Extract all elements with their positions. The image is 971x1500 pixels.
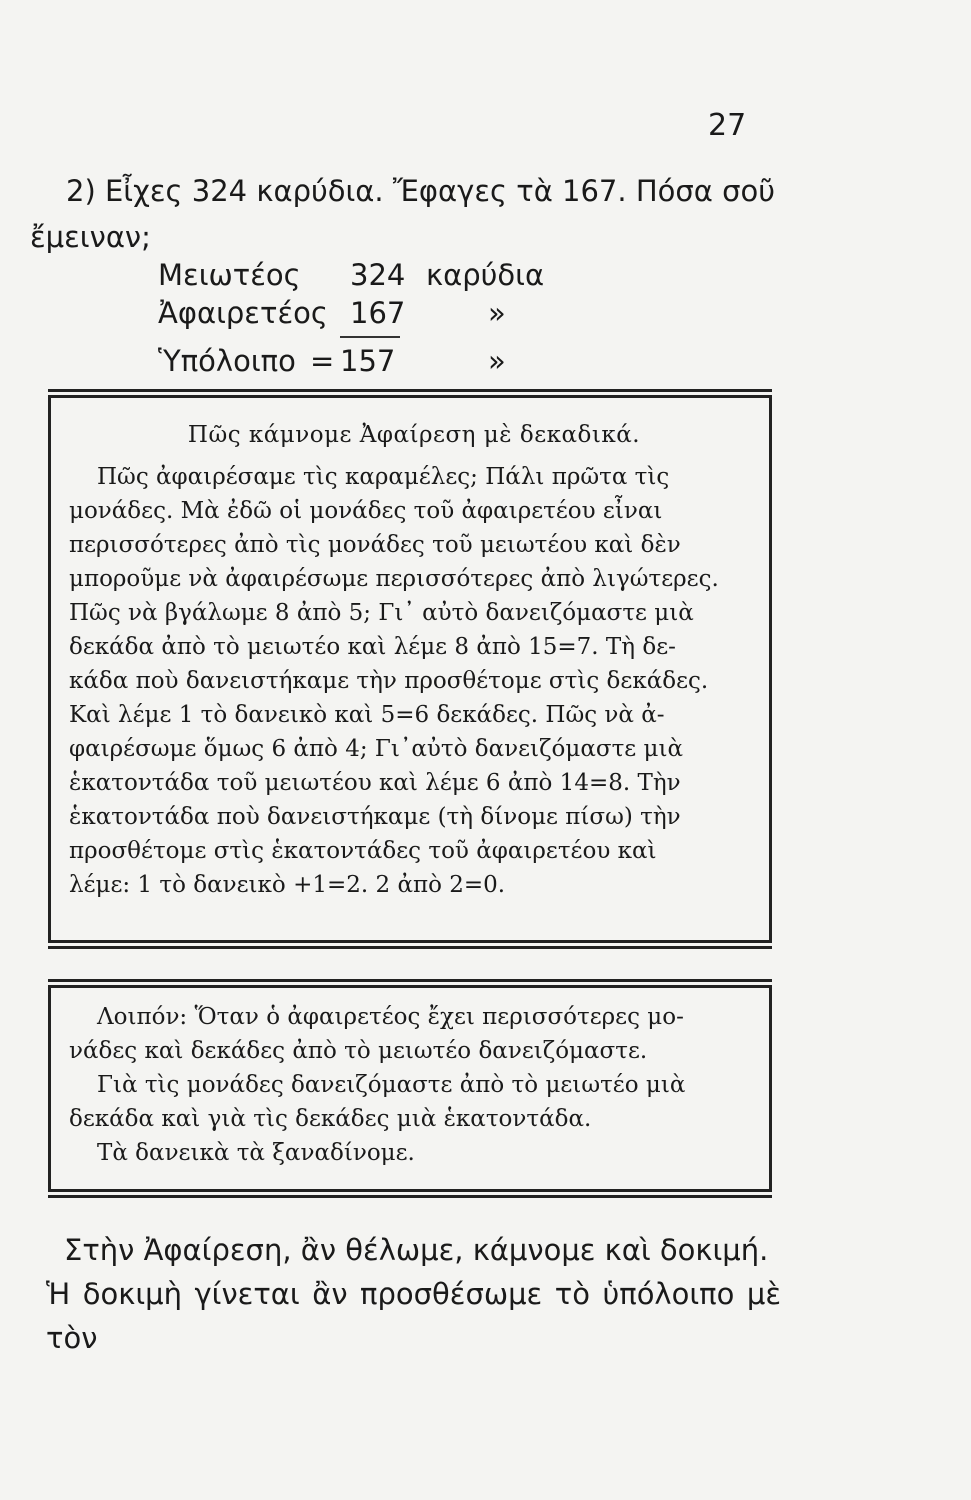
explanation-line: ἑκατοντάδα τοῦ μειωτέου καὶ λέμε 6 ἀπὸ 14=8. Τὴν: [69, 770, 681, 796]
explanation-line: προσθέτομε στὶς ἑκατοντάδες τοῦ ἀφαιρετέου καὶ: [69, 838, 657, 864]
footer-text: [46, 1228, 781, 1360]
explanation-line: λέμε: 1 τὸ δανεικὸ +1=2. 2 ἀπὸ 2=0.: [69, 872, 506, 898]
explanation-line: ἑκατοντάδα ποὺ δανειστήκαμε (τὴ δίνομε πίσω) τὴν: [69, 804, 681, 830]
remainder-unit: »: [488, 344, 506, 378]
minuend-label: Μειωτέος: [158, 258, 301, 292]
footer-line-1: Στὴν Ἀφαίρεση, ἂν θέλωμε, κάμνομε καὶ δοκιμή.: [64, 1233, 769, 1267]
problem-line-2: ἔμειναν;: [30, 220, 151, 254]
explanation-body: [69, 460, 759, 902]
explanation-line: Καὶ λέμε 1 τὸ δανεικὸ καὶ 5=6 δεκάδες. Πῶς νὰ ἀ-: [69, 702, 665, 728]
rule-line: δεκάδα καὶ γιὰ τὶς δεκάδες μιὰ ἑκατοντάδα.: [69, 1106, 592, 1132]
explanation-line: Πῶς ἀφαιρέσαμε τὶς καραμέλες; Πάλι πρῶτα τὶς: [97, 464, 670, 490]
page-number: 27: [708, 108, 747, 143]
footer-line-2: Ἡ δοκιμὴ γίνεται ἂν προσθέσωμε τὸ ὑπόλοιπο μὲ τὸν: [46, 1277, 781, 1355]
minuend-value: 324: [350, 258, 406, 292]
rule-line: Γιὰ τὶς μονάδες δανειζόμαστε ἀπὸ τὸ μειωτέο μιὰ: [97, 1072, 686, 1098]
problem-statement: [30, 168, 778, 260]
explanation-title: Πῶς κάμνομε Ἀφαίρεση μὲ δεκαδικά.: [187, 422, 641, 448]
minuend-unit: καρύδια: [426, 258, 545, 292]
explanation-line: μονάδες. Μὰ ἐδῶ οἱ μονάδες τοῦ ἀφαιρετέου εἶναι: [69, 498, 663, 524]
explanation-line: περισσότερες ἀπὸ τὶς μονάδες τοῦ μειωτέου καὶ δὲν: [69, 532, 681, 558]
subtrahend-label: Ἀφαιρετέος: [158, 296, 328, 330]
remainder-value: 157: [340, 344, 396, 378]
explanation-line: φαιρέσωμε ὅμως 6 ἀπὸ 4; Γι᾿αὐτὸ δανειζόμαστε μιὰ: [69, 736, 684, 762]
remainder-equals: =: [310, 344, 335, 378]
subtrahend-unit: »: [488, 296, 506, 330]
problem-line-1: 2) Εἶχες 324 καρύδια. Ἔφαγες τὰ 167. Πόσα σοῦ: [66, 174, 775, 208]
calc-sum-rule: [340, 336, 400, 338]
rule-line: νάδες καὶ δεκάδες ἀπὸ τὸ μειωτέο δανειζόμαστε.: [69, 1038, 648, 1064]
explanation-line: κάδα ποὺ δανειστήκαμε τὴν προσθέτομε στὶς δεκάδες.: [69, 668, 709, 694]
remainder-label: Ὑπόλοιπο: [158, 344, 296, 378]
rule-line: Τὰ δανεικὰ τὰ ξαναδίνομε.: [97, 1140, 415, 1166]
explanation-line: δεκάδα ἀπὸ τὸ μειωτέο καὶ λέμε 8 ἀπὸ 15=7. Τὴ δε-: [69, 634, 676, 660]
rule-line: Λοιπόν: Ὅταν ὁ ἀφαιρετέος ἔχει περισσότερες μο-: [97, 1004, 684, 1030]
rule-box: [48, 985, 772, 1192]
explanation-box: [48, 395, 772, 943]
explanation-line: μποροῦμε νὰ ἀφαιρέσωμε περισσότερες ἀπὸ λιγώτερες.: [69, 566, 719, 592]
rule-body: [69, 1000, 759, 1170]
explanation-line: Πῶς νὰ βγάλωμε 8 ἀπὸ 5; Γι᾿ αὐτὸ δανειζόμαστε μιὰ: [69, 600, 694, 626]
subtrahend-value: 167: [350, 296, 406, 330]
